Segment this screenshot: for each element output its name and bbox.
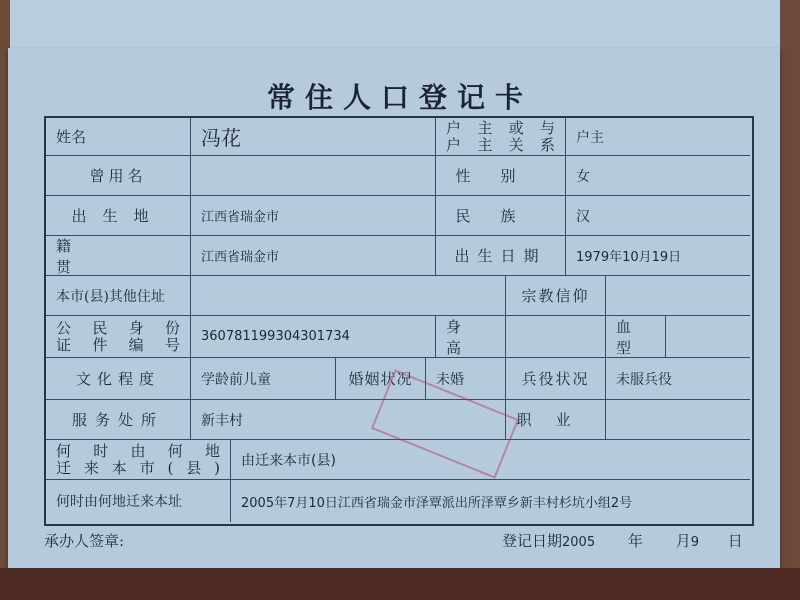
id-label-line1: 公民身份 — [56, 318, 180, 337]
upper-page — [10, 0, 780, 53]
military-value: 未服兵役 — [606, 358, 750, 400]
marital-label: 婚姻状况 — [336, 358, 426, 400]
religion-label: 宗教信仰 — [506, 276, 606, 316]
workplace-label: 服务处所 — [46, 400, 191, 440]
relation-label-line1: 户主或与 — [446, 118, 555, 137]
relation-label — [436, 118, 566, 156]
day-value: 9 — [690, 535, 699, 550]
handler-signature-label: 承办人签章: — [44, 532, 125, 550]
occupation-label: 职业 — [506, 400, 606, 440]
day-label: 日 — [727, 532, 743, 550]
card-title: 常住人口登记卡 — [266, 81, 533, 114]
form-grid — [44, 116, 754, 526]
other-address-label: 本市(县)其他住址 — [46, 276, 191, 316]
relation-value: 户主 — [566, 118, 750, 156]
moved-from-label-line1: 何时由何地 — [56, 441, 220, 460]
birthdate-value: 1979年10月19日 — [566, 236, 750, 276]
education-label: 文化程度 — [46, 358, 191, 400]
other-address-value — [191, 276, 506, 316]
marital-value: 未婚 — [426, 358, 506, 400]
occupation-value — [606, 400, 750, 440]
height-label: 身高 — [436, 316, 506, 358]
workplace-value: 新丰村 — [191, 400, 506, 440]
origin-label: 籍贯 — [46, 236, 191, 276]
religion-value — [606, 276, 750, 316]
month-label: 月 — [675, 532, 691, 550]
alias-value — [191, 156, 436, 196]
book-cover-edge — [0, 568, 800, 600]
moved-from-value: 由迁来本市(县) — [231, 440, 750, 480]
birthplace-label: 出生地 — [46, 196, 191, 236]
name-label-text: 姓名 — [56, 128, 87, 146]
moved-addr-label: 何时由何地迁来本址 — [46, 480, 231, 522]
birthdate-label: 出生日期 — [436, 236, 566, 276]
year-label: 年 — [627, 532, 643, 550]
id-label — [46, 316, 191, 358]
gender-label: 性别 — [436, 156, 566, 196]
name-value: 冯花 — [191, 118, 436, 156]
alias-label: 曾用名 — [46, 156, 191, 196]
moved-from-label-line2: 迁来本市(县) — [56, 458, 220, 477]
id-label-line2: 证件编号 — [56, 335, 180, 354]
ethnicity-value: 汉 — [566, 196, 750, 236]
military-label: 兵役状况 — [506, 358, 606, 400]
registration-date — [502, 530, 743, 551]
education-value: 学龄前儿童 — [191, 358, 336, 400]
moved-addr-value: 2005年7月10日江西省瑞金市泽覃派出所泽覃乡新丰村杉坑小组2号 — [241, 495, 633, 511]
name-label — [46, 118, 191, 156]
date-year: 2005 — [562, 535, 596, 550]
blood-value — [666, 316, 750, 358]
moved-from-label — [46, 440, 231, 480]
relation-label-line2: 户主关系 — [446, 135, 555, 154]
height-value — [506, 316, 606, 358]
origin-value: 江西省瑞金市 — [191, 236, 436, 276]
ethnicity-label: 民族 — [436, 196, 566, 236]
id-value: 360781199304301734 — [191, 316, 436, 358]
gender-value: 女 — [566, 156, 750, 196]
birthplace-value: 江西省瑞金市 — [191, 196, 436, 236]
date-label: 登记日期 — [502, 532, 563, 550]
blood-label: 血型 — [606, 316, 666, 358]
